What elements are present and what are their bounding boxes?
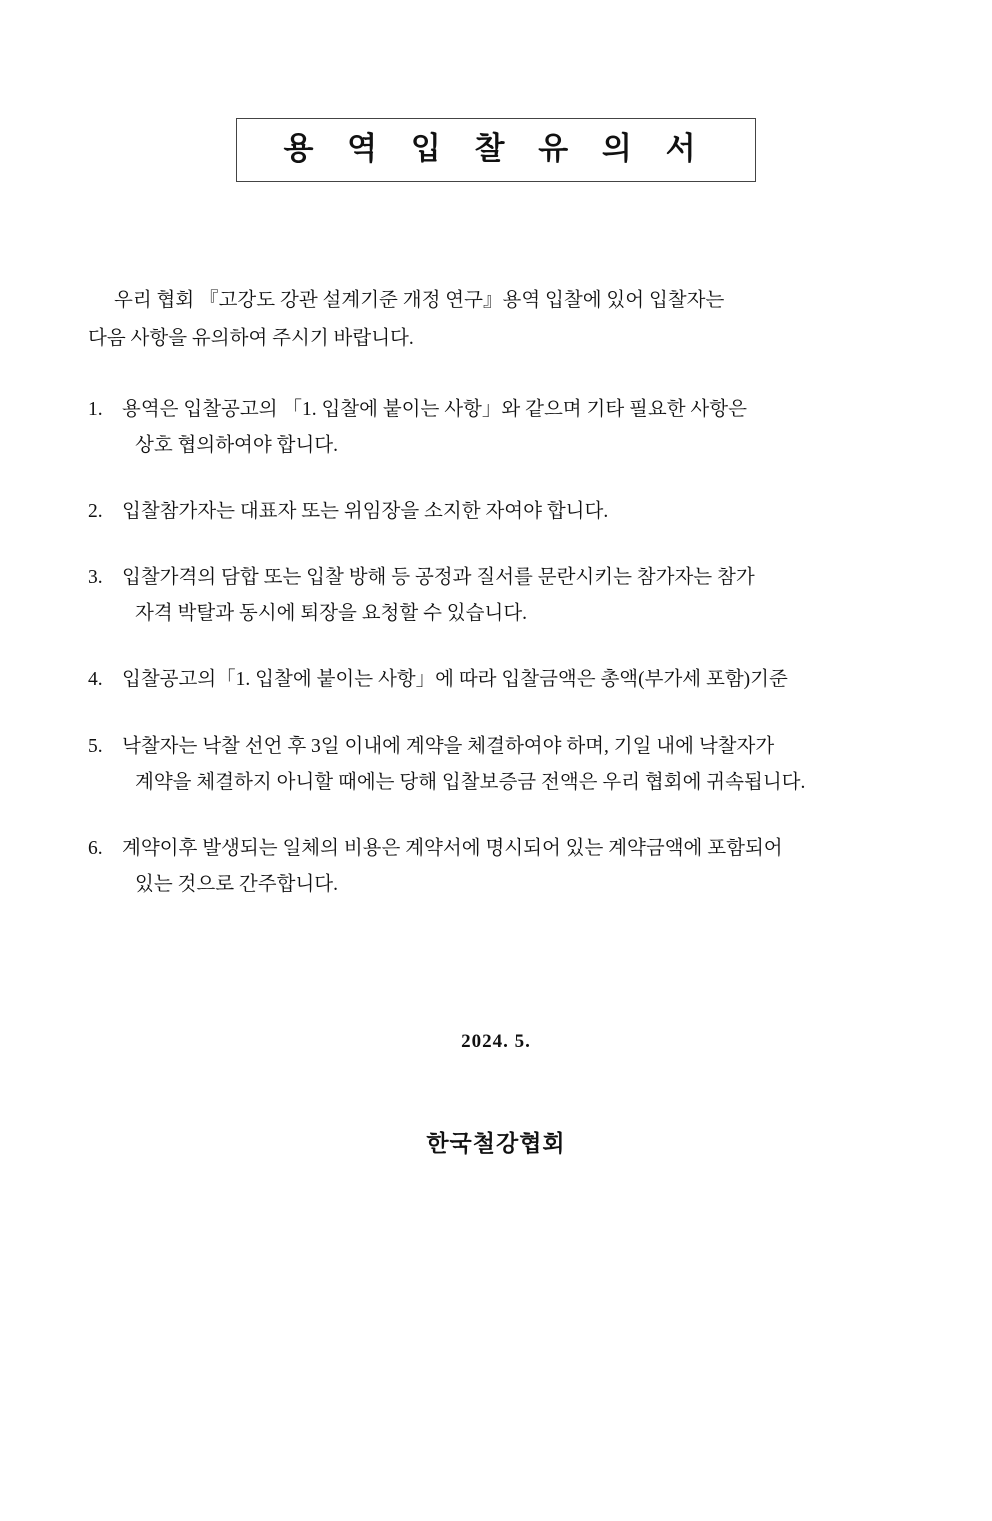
title-container [88, 118, 904, 182]
clause-number: 1. [88, 399, 103, 421]
clause-line: 계약이후 발생되는 일체의 비용은 계약서에 명시되어 있는 계약금액에 포함되어 [122, 837, 783, 859]
clause-line: 낙찰자는 낙찰 선언 후 3일 이내에 계약을 체결하여야 하며, 기일 내에 낙찰자가 [122, 735, 775, 757]
intro-line-2: 다음 사항을 유의하여 주시기 바랍니다. [88, 328, 414, 350]
signature-date: 2024. 5. [461, 1030, 531, 1052]
intro-paragraph [88, 282, 904, 358]
clause-line: 용역은 입찰공고의 「1. 입찰에 붙이는 사항」와 같으며 기타 필요한 사항은 [122, 399, 747, 421]
clause-text [122, 494, 904, 530]
clause-item [88, 392, 904, 464]
clause-text [122, 392, 904, 464]
clause-number: 2. [88, 501, 103, 523]
clause-line: 입찰가격의 담합 또는 입찰 방해 등 공정과 질서를 문란시키는 참가자는 참가 [122, 567, 755, 589]
clause-item [88, 494, 904, 530]
clause-text [122, 662, 904, 698]
clause-line: 자격 박탈과 동시에 퇴장을 요청할 수 있습니다. [135, 603, 528, 625]
signature-organization: 한국철강협회 [426, 1130, 566, 1156]
page-title: 용 역 입 찰 유 의 서 [283, 131, 709, 166]
clause-list [88, 392, 904, 903]
clause-item [88, 662, 904, 698]
clause-line: 계약을 체결하지 아니할 때에는 당해 입찰보증금 전액은 우리 협회에 귀속됩니다. [135, 771, 806, 793]
clause-line: 있는 것으로 간주합니다. [135, 873, 338, 895]
signature-block [88, 1031, 904, 1158]
clause-item [88, 560, 904, 632]
clause-item [88, 729, 904, 801]
clause-line: 입찰공고의「1. 입찰에 붙이는 사항」에 따라 입찰금액은 총액(부가세 포함)기준 [122, 669, 788, 691]
clause-text [122, 831, 904, 903]
intro-line-1: 우리 협회 『고강도 강관 설계기준 개정 연구』용역 입찰에 있어 입찰자는 [114, 290, 725, 312]
clause-text [122, 729, 904, 801]
clause-number: 6. [88, 837, 103, 859]
clause-text [122, 560, 904, 632]
clause-item [88, 831, 904, 903]
clause-line: 상호 협의하여야 합니다. [135, 435, 338, 457]
title-box [236, 118, 755, 182]
clause-line: 입찰참가자는 대표자 또는 위임장을 소지한 자여야 합니다. [122, 501, 609, 523]
clause-number: 5. [88, 735, 103, 757]
document-page [0, 118, 992, 1521]
clause-number: 3. [88, 567, 103, 589]
clause-number: 4. [88, 669, 103, 691]
